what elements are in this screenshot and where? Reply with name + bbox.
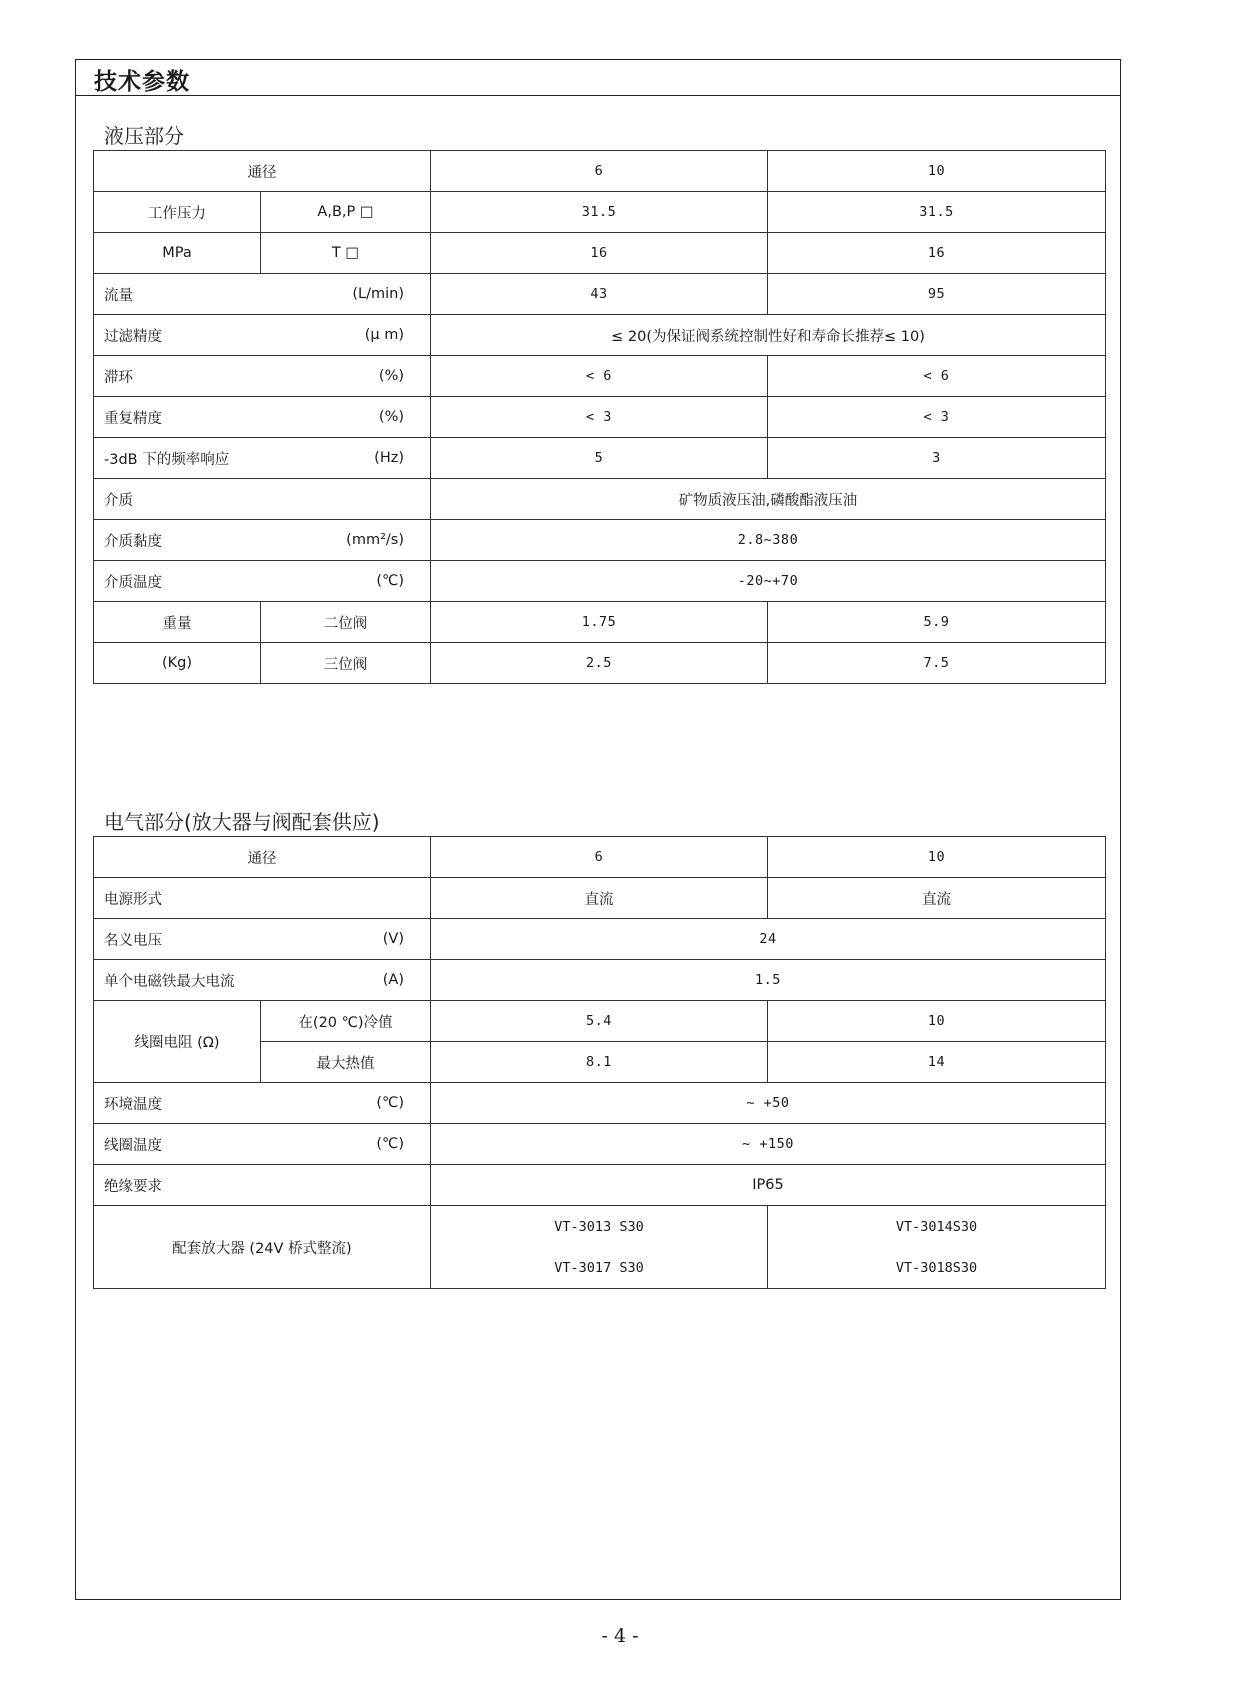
voltage-value: 24: [431, 919, 1106, 960]
weight-3pos-label: 三位阀: [261, 643, 431, 684]
ambient-value: ~ +50: [431, 1083, 1106, 1124]
electrical-spec-table: [93, 836, 1106, 1289]
weight-unit: (Kg): [94, 643, 261, 684]
current-value: 1.5: [431, 960, 1106, 1001]
viscosity-label: 介质黏度: [104, 533, 162, 550]
table-row: [94, 479, 1106, 520]
table-row: [94, 315, 1106, 356]
table-row: [94, 1165, 1106, 1206]
medium-value: 矿物质液压油,磷酸酯液压油: [431, 479, 1106, 520]
pressure-t-10: 16: [768, 233, 1106, 274]
spec-frame: [75, 59, 1121, 1600]
frame-header: [76, 60, 1120, 96]
weight-2pos-label: 二位阀: [261, 602, 431, 643]
table-row: [94, 960, 1106, 1001]
table-row: [94, 274, 1106, 315]
repeat-label: 重复精度: [104, 410, 162, 427]
flow-10: 95: [768, 274, 1106, 315]
table-row: [94, 602, 1106, 643]
amplifier-10-b: VT-3018S30: [895, 1259, 978, 1276]
table-row: [94, 1124, 1106, 1165]
coil-temp-label: 线圈温度: [104, 1137, 162, 1154]
pressure-unit: MPa: [94, 233, 261, 274]
pressure-abp-6: 31.5: [431, 192, 768, 233]
table-row: [94, 1083, 1106, 1124]
table-row: [94, 878, 1106, 919]
temp-cell: [94, 561, 431, 602]
freq-cell: [94, 438, 431, 479]
nominal-label: 通径: [94, 151, 431, 192]
hysteresis-unit: (%): [378, 368, 404, 384]
insulation-label: 绝缘要求: [94, 1165, 431, 1206]
pressure-t-label: T □: [261, 233, 431, 274]
amplifier-10-a: VT-3014S30: [895, 1218, 978, 1235]
resistance-cold-10: 10: [768, 1001, 1106, 1042]
resistance-hot-10: 14: [768, 1042, 1106, 1083]
resistance-cold-6: 5.4: [431, 1001, 768, 1042]
ambient-label: 环境温度: [104, 1096, 162, 1113]
resistance-cold-label: 在(20 ℃)冷值: [261, 1001, 431, 1042]
ambient-unit: (℃): [376, 1095, 404, 1111]
flow-cell: [94, 274, 431, 315]
table-row: [94, 919, 1106, 960]
pressure-t-6: 16: [431, 233, 768, 274]
amplifier-6-a: VT-3013 S30: [554, 1218, 644, 1235]
nominal-6: 6: [431, 151, 768, 192]
pressure-abp-label: A,B,P □: [261, 192, 431, 233]
weight-3pos-10: 7.5: [768, 643, 1106, 684]
pressure-abp-10: 31.5: [768, 192, 1106, 233]
freq-6: 5: [431, 438, 768, 479]
power-10: 直流: [768, 878, 1106, 919]
viscosity-cell: [94, 520, 431, 561]
weight-label: 重量: [94, 602, 261, 643]
page-number: - 4 -: [601, 1625, 639, 1647]
current-unit: (A): [382, 972, 404, 988]
table-row: [94, 356, 1106, 397]
table-row: [94, 1206, 1106, 1289]
voltage-cell: [94, 919, 431, 960]
flow-unit: (L/min): [352, 286, 404, 302]
ambient-cell: [94, 1083, 431, 1124]
nominal-6: 6: [431, 837, 768, 878]
table-row: [94, 643, 1106, 684]
resistance-hot-6: 8.1: [431, 1042, 768, 1083]
table-row: [94, 151, 1106, 192]
filter-cell: [94, 315, 431, 356]
flow-6: 43: [431, 274, 768, 315]
table-row: [94, 561, 1106, 602]
freq-unit: (Hz): [374, 450, 404, 466]
power-label: 电源形式: [94, 878, 431, 919]
repeat-unit: (%): [378, 409, 404, 425]
hydraulic-spec-table: [93, 150, 1106, 684]
table-row: [94, 837, 1106, 878]
table-row: [94, 192, 1106, 233]
filter-unit: (μ m): [364, 327, 404, 343]
nominal-label: 通径: [94, 837, 431, 878]
hydraulic-section-title: 液压部分: [104, 124, 184, 148]
viscosity-value: 2.8~380: [431, 520, 1106, 561]
resistance-hot-label: 最大热值: [261, 1042, 431, 1083]
table-row: [94, 520, 1106, 561]
amplifier-6-cell: [431, 1206, 768, 1289]
amplifier-label: 配套放大器 (24V 桥式整流): [94, 1206, 431, 1289]
insulation-value: IP65: [431, 1165, 1106, 1206]
table-row: [94, 438, 1106, 479]
table-row: [94, 1001, 1106, 1042]
temp-unit: (℃): [376, 573, 404, 589]
repeat-cell: [94, 397, 431, 438]
amplifier-6-b: VT-3017 S30: [554, 1259, 644, 1276]
coil-temp-value: ~ +150: [431, 1124, 1106, 1165]
freq-10: 3: [768, 438, 1106, 479]
power-6: 直流: [431, 878, 768, 919]
freq-label: -3dB 下的频率响应: [104, 451, 230, 468]
repeat-10: < 3: [768, 397, 1106, 438]
table-row: [94, 397, 1106, 438]
flow-label: 流量: [104, 287, 133, 304]
filter-value: ≤ 20(为保证阀系统控制性好和寿命长推荐≤ 10): [431, 315, 1106, 356]
nominal-10: 10: [768, 837, 1106, 878]
pressure-label: 工作压力: [94, 192, 261, 233]
hysteresis-cell: [94, 356, 431, 397]
amplifier-10-cell: [768, 1206, 1106, 1289]
medium-label: 介质: [94, 479, 431, 520]
electrical-section-title: 电气部分(放大器与阀配套供应): [104, 810, 380, 834]
hysteresis-6: < 6: [431, 356, 768, 397]
temp-value: -20~+70: [431, 561, 1106, 602]
weight-2pos-6: 1.75: [431, 602, 768, 643]
nominal-10: 10: [768, 151, 1106, 192]
repeat-6: < 3: [431, 397, 768, 438]
voltage-unit: (V): [382, 931, 404, 947]
filter-label: 过滤精度: [104, 328, 162, 345]
hysteresis-label: 滞环: [104, 369, 133, 386]
current-label: 单个电磁铁最大电流: [104, 973, 235, 990]
coil-temp-cell: [94, 1124, 431, 1165]
voltage-label: 名义电压: [104, 932, 162, 949]
resistance-label: 线圈电阻 (Ω): [94, 1001, 261, 1083]
weight-3pos-6: 2.5: [431, 643, 768, 684]
page-title: 技术参数: [94, 69, 190, 95]
table-row: [94, 233, 1106, 274]
viscosity-unit: (mm²/s): [346, 532, 404, 548]
hysteresis-10: < 6: [768, 356, 1106, 397]
weight-2pos-10: 5.9: [768, 602, 1106, 643]
current-cell: [94, 960, 431, 1001]
temp-label: 介质温度: [104, 574, 162, 591]
coil-temp-unit: (℃): [376, 1136, 404, 1152]
